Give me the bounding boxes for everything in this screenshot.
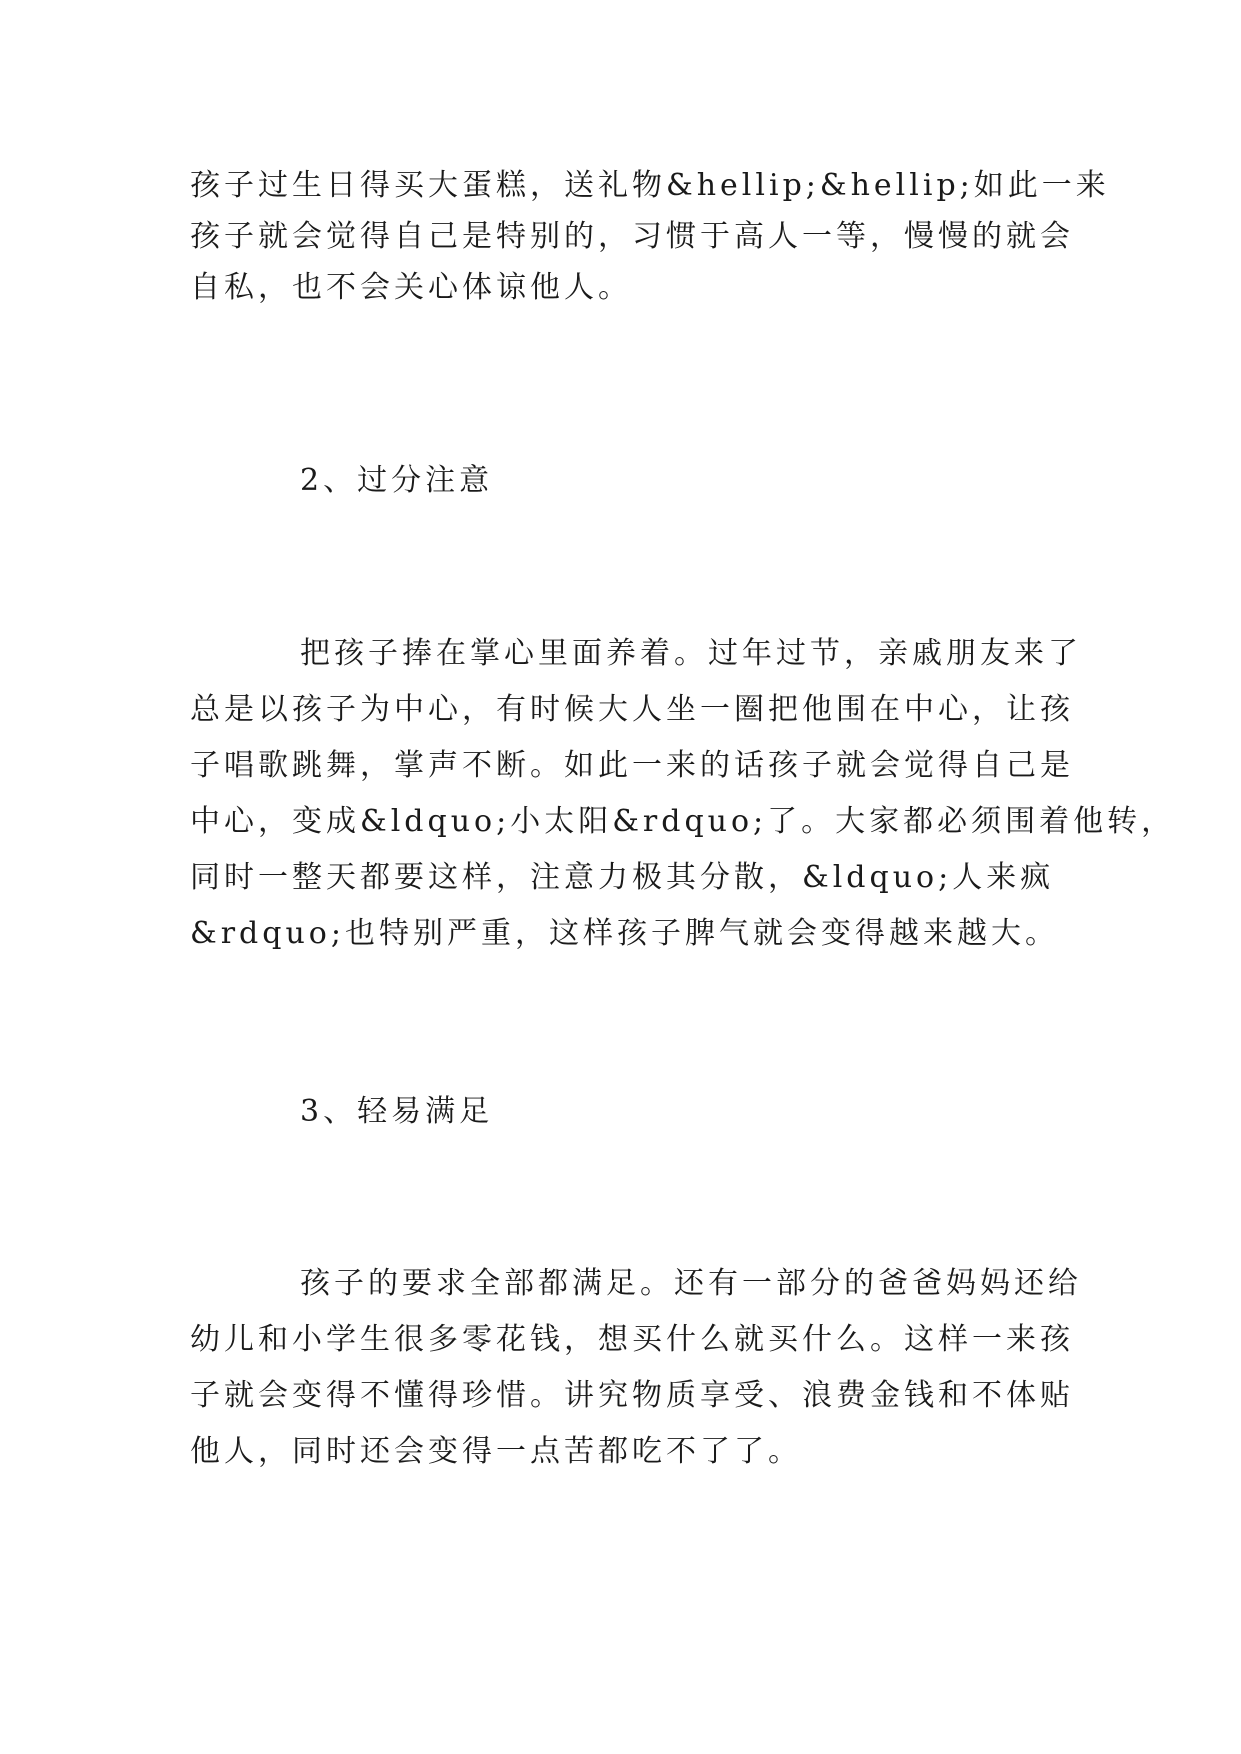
paragraph-2-line-5: 同时一整天都要这样，注意力极其分散，&ldquo;人来疯 bbox=[190, 860, 1055, 895]
paragraph-2-line-1: 把孩子捧在掌心里面养着。过年过节，亲戚朋友来了 bbox=[300, 636, 1082, 671]
paragraph-2-line-3: 子唱歌跳舞，掌声不断。如此一来的话孩子就会觉得自己是 bbox=[190, 748, 1074, 783]
paragraph-3-line-1: 孩子的要求全部都满足。还有一部分的爸爸妈妈还给 bbox=[300, 1266, 1082, 1301]
paragraph-2-line-6: &rdquo;也特别严重，这样孩子脾气就会变得越来越大。 bbox=[190, 916, 1059, 951]
paragraph-1-line-3: 自私，也不会关心体谅他人。 bbox=[190, 270, 632, 305]
paragraph-3-line-2: 幼儿和小学生很多零花钱，想买什么就买什么。这样一来孩 bbox=[190, 1322, 1074, 1357]
section-heading-3: 3、轻易满足 bbox=[300, 1094, 494, 1129]
paragraph-3-line-4: 他人，同时还会变得一点苦都吃不了了。 bbox=[190, 1434, 802, 1469]
paragraph-1-line-1: 孩子过生日得买大蛋糕，送礼物&hellip;&hellip;如此一来 bbox=[190, 168, 1110, 203]
section-heading-2: 2、过分注意 bbox=[300, 463, 494, 498]
paragraph-3-line-3: 子就会变得不懂得珍惜。讲究物质享受、浪费金钱和不体贴 bbox=[190, 1378, 1074, 1413]
paragraph-2-line-2: 总是以孩子为中心，有时候大人坐一圈把他围在中心，让孩 bbox=[190, 692, 1074, 727]
paragraph-2-line-4: 中心，变成&ldquo;小太阳&rdquo;了。大家都必须围着他转， bbox=[190, 804, 1176, 839]
paragraph-1-line-2: 孩子就会觉得自己是特别的，习惯于高人一等，慢慢的就会 bbox=[190, 219, 1074, 254]
